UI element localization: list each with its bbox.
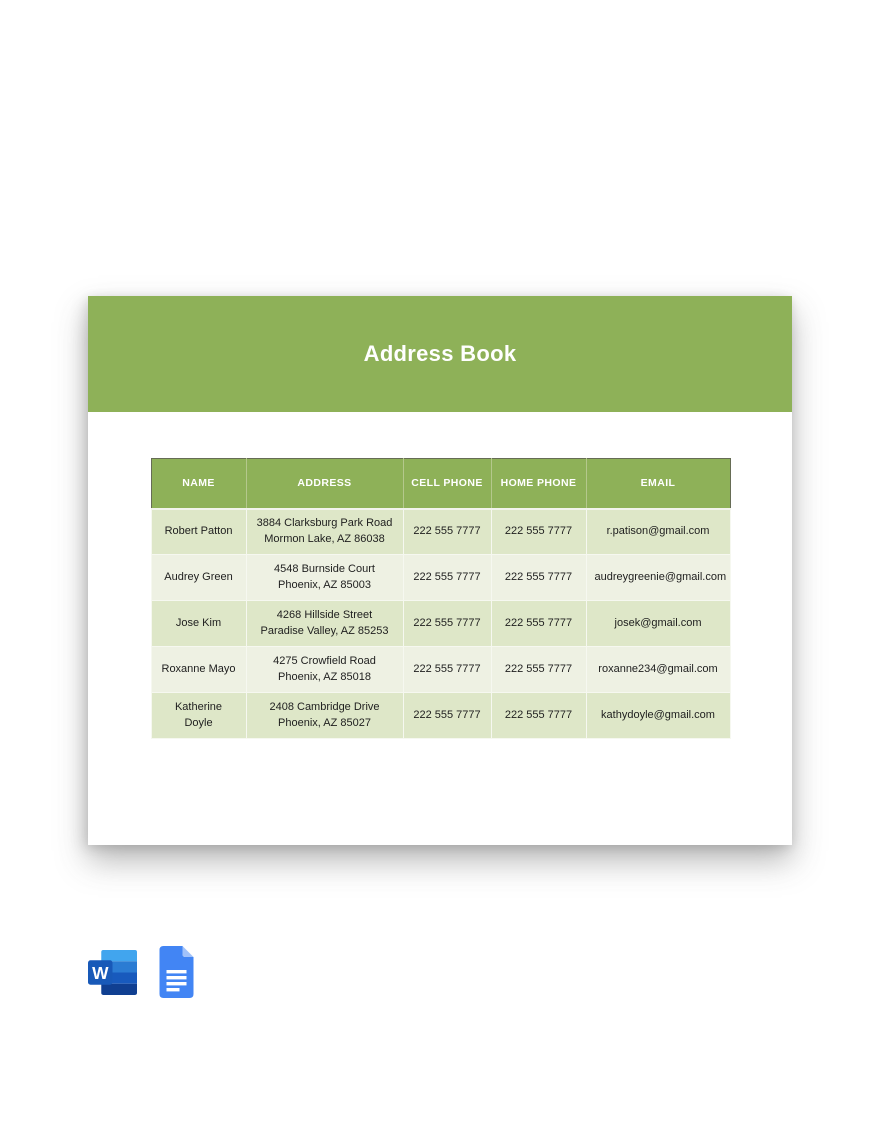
cell-email: kathydoyle@gmail.com (586, 693, 730, 739)
cell-name: Robert Patton (151, 509, 246, 555)
cell-home_phone: 222 555 7777 (491, 647, 586, 693)
document-page (88, 296, 792, 845)
cell-cell_phone: 222 555 7777 (403, 509, 491, 555)
cell-name: Katherine Doyle (151, 693, 246, 739)
cell-address: 4275 Crowfield Road Phoenix, AZ 85018 (246, 647, 403, 693)
cell-address: 3884 Clarksburg Park Road Mormon Lake, AZ 86038 (246, 509, 403, 555)
column-header-address: ADDRESS (246, 459, 403, 509)
google-docs-icon[interactable] (156, 946, 197, 1003)
table-row (151, 693, 730, 739)
table-row (151, 647, 730, 693)
title-band (88, 296, 792, 412)
column-header-email: EMAIL (586, 459, 730, 509)
table-row (151, 509, 730, 555)
svg-text:W: W (92, 962, 109, 983)
cell-email: josek@gmail.com (586, 601, 730, 647)
cell-name: Audrey Green (151, 555, 246, 601)
address-table (151, 458, 731, 739)
table-row (151, 555, 730, 601)
cell-home_phone: 222 555 7777 (491, 555, 586, 601)
cell-home_phone: 222 555 7777 (491, 693, 586, 739)
footer-format-icons (88, 946, 197, 1003)
cell-address: 4268 Hillside Street Paradise Valley, AZ 85253 (246, 601, 403, 647)
microsoft-word-icon[interactable] (88, 950, 137, 1000)
cell-email: audreygreenie@gmail.com (586, 555, 730, 601)
cell-cell_phone: 222 555 7777 (403, 647, 491, 693)
cell-home_phone: 222 555 7777 (491, 601, 586, 647)
cell-address: 4548 Burnside Court Phoenix, AZ 85003 (246, 555, 403, 601)
column-header-home_phone: HOME PHONE (491, 459, 586, 509)
table-header-row (151, 459, 730, 509)
cell-email: r.patison@gmail.com (586, 509, 730, 555)
cell-name: Roxanne Mayo (151, 647, 246, 693)
address-table-wrap (151, 458, 730, 739)
address-table-body (151, 509, 730, 739)
cell-email: roxanne234@gmail.com (586, 647, 730, 693)
cell-cell_phone: 222 555 7777 (403, 601, 491, 647)
cell-cell_phone: 222 555 7777 (403, 693, 491, 739)
column-header-name: NAME (151, 459, 246, 509)
cell-cell_phone: 222 555 7777 (403, 555, 491, 601)
page-title: Address Book (363, 341, 517, 366)
table-row (151, 601, 730, 647)
cell-address: 2408 Cambridge Drive Phoenix, AZ 85027 (246, 693, 403, 739)
column-header-cell_phone: CELL PHONE (403, 459, 491, 509)
cell-name: Jose Kim (151, 601, 246, 647)
cell-home_phone: 222 555 7777 (491, 509, 586, 555)
